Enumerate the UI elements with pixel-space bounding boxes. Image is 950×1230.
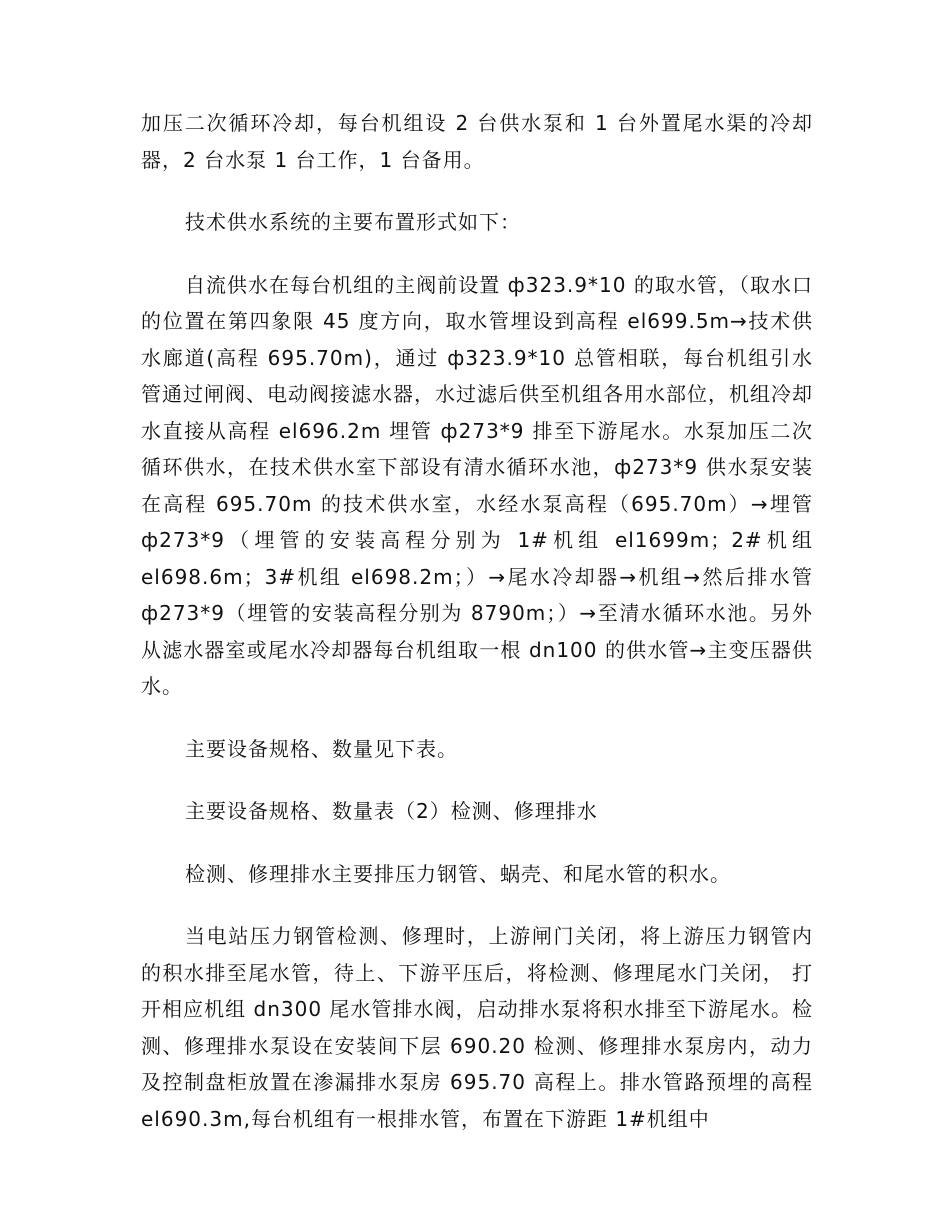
paragraph-see-table: 主要设备规格、数量见下表。	[185, 736, 458, 761]
paragraph-drainage-scope: 检测、修理排水主要排压力钢管、蜗壳、和尾水管的积水。	[185, 861, 731, 886]
paragraph-cooling-setup: 加压二次循环冷却，每台机组设 2 台供水泵和 1 台外置尾水渠的冷却器，2 台水泵 1 台工作，1 台备用。	[141, 111, 813, 172]
paragraph-table-caption: 主要设备规格、数量表（2）检测、修理排水	[185, 799, 598, 823]
paragraph-drainage-procedure: 当电站压力钢管检测、修理时，上游闸门关闭，将上游压力钢管内的积水排至尾水管，待上、下游平压后，将检测、修理尾水门关闭， 打开相应机组 dn300 尾水管排水阀，启动排水泵将积水排至下游尾水。检测、修理排水泵设在安装间下层 690.20 检测、修理排水泵房内，动力及控制盘柜放置在渗漏排水泵房 695.70 高程上。排水管路预埋的高程 el690.3m,每台机组有一根排水管，布置在下游距 1#机组中	[141, 924, 813, 1131]
paragraph-water-supply-details: 自流供水在每台机组的主阀前设置 ф323.9*10 的取水管，（取水口的位置在第四象限 45 度方向，取水管埋设到高程 el699.5m→技术供水廊道(高程 695.70m)，通过 ф323.9*10 总管相联，每台机组引水管通过闸阀、电动阀接滤水器，水过滤后供至机组各用水部位，机组冷却水直接从高程 el696.2m 埋管 ф273*9 排至下游尾水。水泵加压二次循环供水，在技术供水室下部设有清水循环水池，ф273*9 供水泵安装在高程 695.70m 的技术供水室，水经水泵高程（695.70m）→埋管 ф273*9（埋管的安装高程分别为 1#机组 el1699m；2#机组 el698.6m；3#机组 el698.2m；）→尾水冷却器→机组→然后排水管 ф273*9（埋管的安装高程分别为 8790m；）→至清水循环水池。另外从滤水器室或尾水冷却器每台机组取一根 dn100 的供水管→主变压器供水。	[141, 272, 813, 698]
document-body	[141, 105, 813, 1137]
paragraph-layout-intro: 技术供水系统的主要布置形式如下：	[185, 210, 521, 234]
